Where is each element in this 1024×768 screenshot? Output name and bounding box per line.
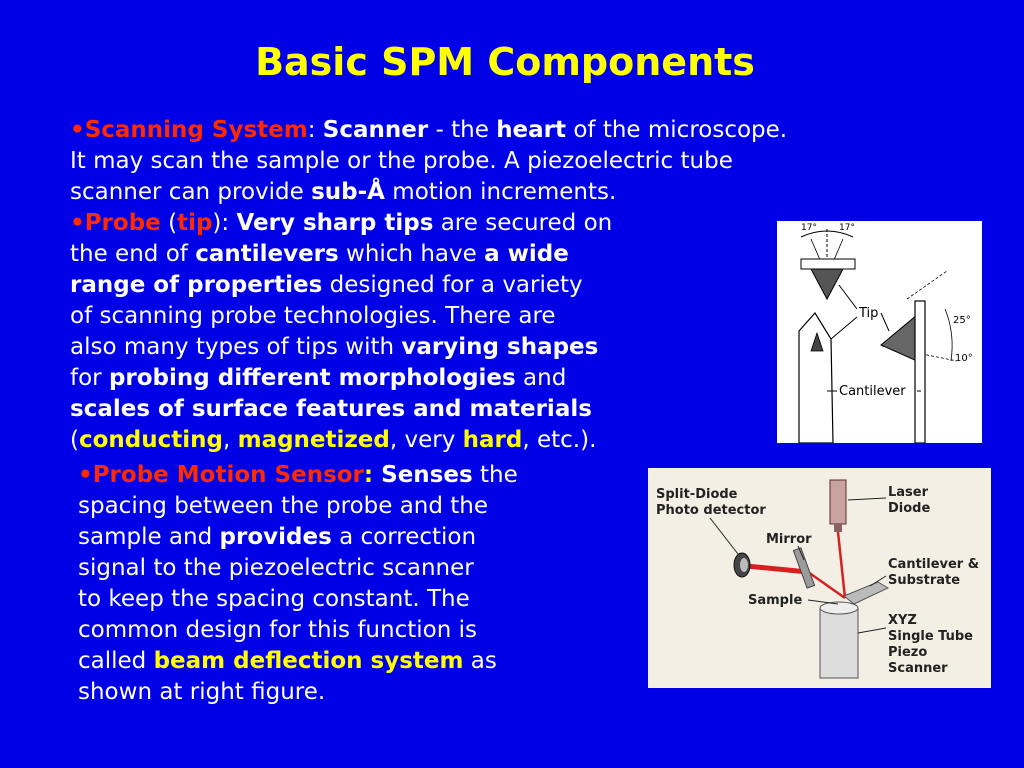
probe-term: Probe (84, 210, 161, 236)
probe-line-8 (70, 425, 612, 456)
cantilever-label: Cantilever (839, 384, 906, 399)
scanning-line-3 (70, 177, 787, 208)
scanner-term: Scanner (322, 117, 429, 143)
probe-line-7 (70, 394, 612, 425)
cantilever-right (915, 301, 925, 443)
text: , very (389, 427, 463, 453)
angle-bottom-label: 10° (955, 353, 973, 364)
sensor-line-4: signal to the piezoelectric scanner (78, 555, 474, 581)
diode-label: Diode (888, 501, 931, 516)
probe-line-2 (70, 239, 612, 270)
scanning-system-paragraph (70, 115, 787, 208)
probe-line-5 (70, 332, 612, 363)
beam-deflection-figure (648, 468, 991, 688)
tip-diagram (777, 221, 982, 443)
laser-label: Laser (888, 485, 929, 500)
piezo-label: Piezo (888, 645, 928, 660)
tip-right (881, 315, 917, 361)
text: , etc.). (522, 427, 597, 453)
piezo-tube (820, 608, 858, 678)
text: called (78, 648, 154, 674)
scanning-line-2: It may scan the sample or the probe. A piezoelectric tube (70, 148, 733, 174)
text: as (463, 648, 497, 674)
sensor-term: Probe Motion Sensor (92, 462, 364, 488)
piezo-top (820, 602, 858, 614)
text: : (363, 462, 382, 488)
text: - the (428, 117, 497, 143)
sensor-line-3 (78, 522, 518, 553)
text: scanner can provide (70, 179, 312, 205)
bullet: • (78, 462, 93, 488)
text: also many types of tips with (70, 334, 402, 360)
angle-left-label: 17° (801, 223, 817, 233)
scanning-line-1 (70, 115, 787, 146)
text: of the microscope. (566, 117, 788, 143)
probe-line-1 (70, 208, 612, 239)
scales-term: scales of surface features and materials (70, 396, 592, 422)
leader-line (710, 518, 738, 554)
slide-title: Basic SPM Components (255, 40, 755, 84)
beam-deflection-term: beam deflection system (153, 648, 464, 674)
text: ( (160, 210, 178, 236)
varying-shapes-term: varying shapes (401, 334, 599, 360)
mirror-label: Mirror (766, 532, 812, 547)
text: a correction (331, 524, 477, 550)
sensor-paragraph (78, 460, 518, 708)
probe-line-3 (70, 270, 612, 301)
hard-term: hard (462, 427, 523, 453)
provides-term: provides (219, 524, 332, 550)
mirror (793, 548, 814, 588)
senses-term: Senses (381, 462, 473, 488)
range-term: range of properties (70, 272, 323, 298)
laser-beam (838, 532, 845, 598)
leader-line (858, 628, 886, 633)
laser-diode (830, 480, 846, 524)
arrow-line (881, 313, 889, 331)
sensor-line-5: to keep the spacing constant. The (78, 586, 470, 612)
arrow-line (839, 285, 857, 309)
text: , (222, 427, 238, 453)
angle-line (907, 271, 947, 299)
probe-paragraph (70, 208, 612, 456)
wide-term: a wide (484, 241, 569, 267)
bullet: • (70, 117, 85, 143)
probe-line-4: of scanning probe technologies. There are (70, 303, 556, 329)
cantilever-substrate-label-2: Substrate (888, 573, 961, 588)
text: ): (212, 210, 237, 236)
sensor-line-7 (78, 646, 518, 677)
angle-top-label: 25° (953, 315, 971, 326)
cantilever-substrate (844, 582, 888, 604)
angle-arc (945, 309, 952, 361)
text: the end of (70, 241, 196, 267)
tip-label: Tip (859, 306, 879, 321)
text: are secured on (433, 210, 613, 236)
probe-line-6 (70, 363, 612, 394)
xyz-label: XYZ (888, 613, 917, 628)
tip-cantilever-figure (777, 221, 982, 443)
text: : (307, 117, 323, 143)
split-diode-label: Split-Diode (656, 487, 738, 502)
beam-diagram (648, 468, 991, 688)
sharp-tips-term: Very sharp tips (236, 210, 434, 236)
angle-right-label: 17° (839, 223, 855, 233)
single-tube-label: Single Tube (888, 629, 973, 644)
text: the (472, 462, 518, 488)
conducting-term: conducting (78, 427, 223, 453)
cantilevers-term: cantilevers (195, 241, 339, 267)
cantilever-top (801, 259, 855, 269)
probing-term: probing different morphologies (108, 365, 516, 391)
laser-beam (746, 566, 808, 572)
sensor-line-8: shown at right figure. (78, 679, 326, 705)
cantilever-substrate-label-1: Cantilever & (888, 557, 980, 572)
text: which have (338, 241, 485, 267)
sensor-line-6: common design for this function is (78, 617, 477, 643)
tip-term: tip (177, 210, 213, 236)
sub-angstrom-term: sub-Å (311, 179, 385, 205)
cantilever-side (799, 313, 833, 443)
leader-line (848, 498, 886, 500)
sensor-line-2: spacing between the probe and the (78, 493, 489, 519)
sensor-line-1 (78, 460, 518, 491)
text: motion increments. (384, 179, 617, 205)
text: for (70, 365, 109, 391)
text: ( (70, 427, 79, 453)
heart-term: heart (496, 117, 567, 143)
text: designed for a variety (322, 272, 583, 298)
scanner-label: Scanner (888, 661, 948, 676)
tip-top (811, 269, 843, 299)
photo-detector-label: Photo detector (656, 503, 766, 518)
laser-head (834, 524, 842, 532)
photodetector-face (740, 558, 748, 572)
magnetized-term: magnetized (237, 427, 390, 453)
text: and (515, 365, 567, 391)
text: sample and (78, 524, 220, 550)
bullet: • (70, 210, 85, 236)
scanning-system-term: Scanning System (84, 117, 308, 143)
arrow-line (831, 317, 857, 339)
sample-label: Sample (748, 593, 803, 608)
